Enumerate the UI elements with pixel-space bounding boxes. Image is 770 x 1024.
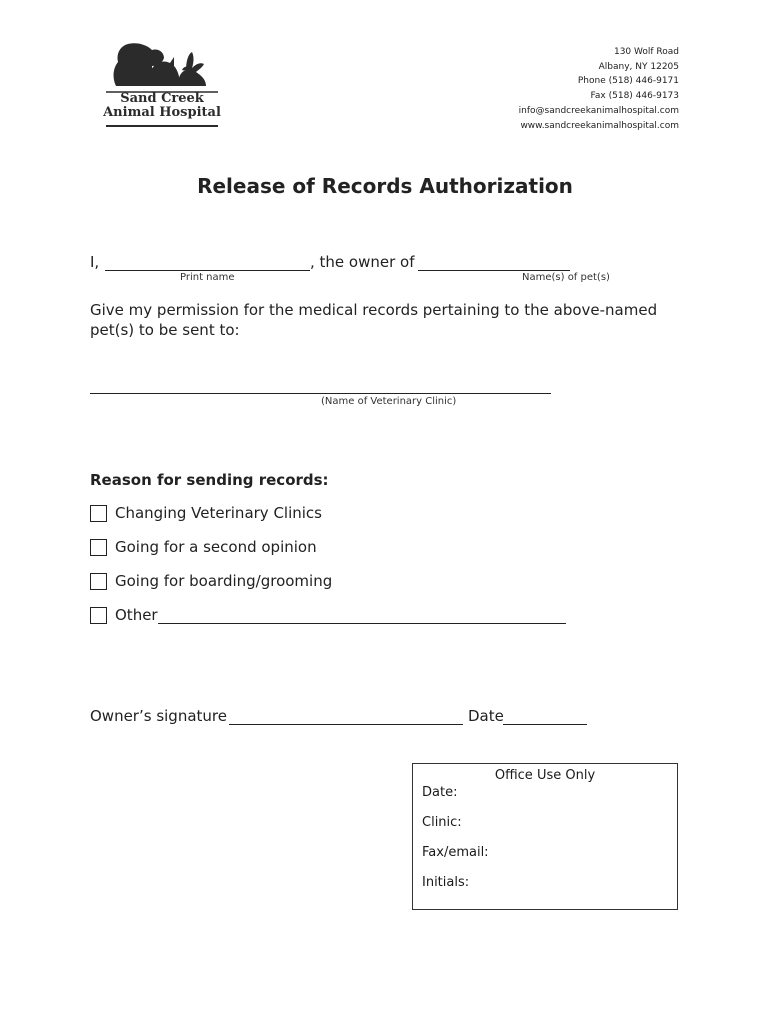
signature-label: Owner’s signature	[90, 707, 227, 725]
contact-city: Albany, NY 12205	[598, 61, 679, 72]
office-use-box	[412, 763, 678, 910]
option-second-opinion: Going for a second opinion	[115, 538, 317, 556]
checkbox-second-opinion[interactable]	[90, 539, 107, 556]
option-boarding-grooming: Going for boarding/grooming	[115, 572, 333, 590]
reason-heading: Reason for sending records:	[90, 471, 329, 489]
print-name-field[interactable]	[105, 270, 310, 271]
permission-paragraph	[90, 300, 657, 340]
permission-line1: Give my permission for the medical records pertaining to the above-named	[90, 301, 658, 319]
checkbox-boarding-grooming[interactable]	[90, 573, 107, 590]
owner-middle-text: , the owner of	[310, 253, 415, 271]
print-name-caption: Print name	[180, 272, 235, 283]
option-changing-clinics: Changing Veterinary Clinics	[115, 504, 322, 522]
pet-names-caption: Name(s) of pet(s)	[522, 272, 610, 283]
office-initials-field: Initials:	[422, 875, 470, 890]
contact-street: 130 Wolf Road	[613, 47, 679, 57]
option-other: Other	[115, 606, 158, 624]
signature-field[interactable]	[229, 724, 463, 725]
logo-line2: Animal Hospital	[103, 105, 221, 120]
hospital-logo	[102, 40, 222, 130]
pet-names-field[interactable]	[418, 270, 570, 271]
contact-email: info@sandcreekanimalhospital.com	[518, 105, 679, 116]
office-use-title: Office Use Only	[494, 768, 596, 783]
logo-line1: Sand Creek	[120, 91, 204, 106]
contact-block	[519, 45, 679, 133]
clinic-name-field[interactable]	[90, 393, 551, 394]
checkbox-changing-clinics[interactable]	[90, 505, 107, 522]
office-fax-email-field: Fax/email:	[422, 845, 489, 860]
page-title: Release of Records Authorization	[197, 174, 573, 198]
date-field[interactable]	[503, 724, 587, 725]
contact-website: www.sandcreekanimalhospital.com	[520, 120, 679, 131]
checkbox-other[interactable]	[90, 607, 107, 624]
date-label: Date	[468, 707, 504, 725]
office-date-field: Date:	[422, 785, 458, 800]
office-clinic-field: Clinic:	[422, 815, 462, 830]
contact-phone: Phone (518) 446-9171	[577, 76, 679, 87]
contact-fax: Fax (518) 446-9173	[590, 91, 679, 102]
clinic-caption: (Name of Veterinary Clinic)	[321, 396, 457, 407]
owner-prefix: I,	[90, 253, 100, 271]
other-reason-field[interactable]	[158, 623, 566, 624]
permission-line2: pet(s) to be sent to:	[90, 321, 240, 339]
